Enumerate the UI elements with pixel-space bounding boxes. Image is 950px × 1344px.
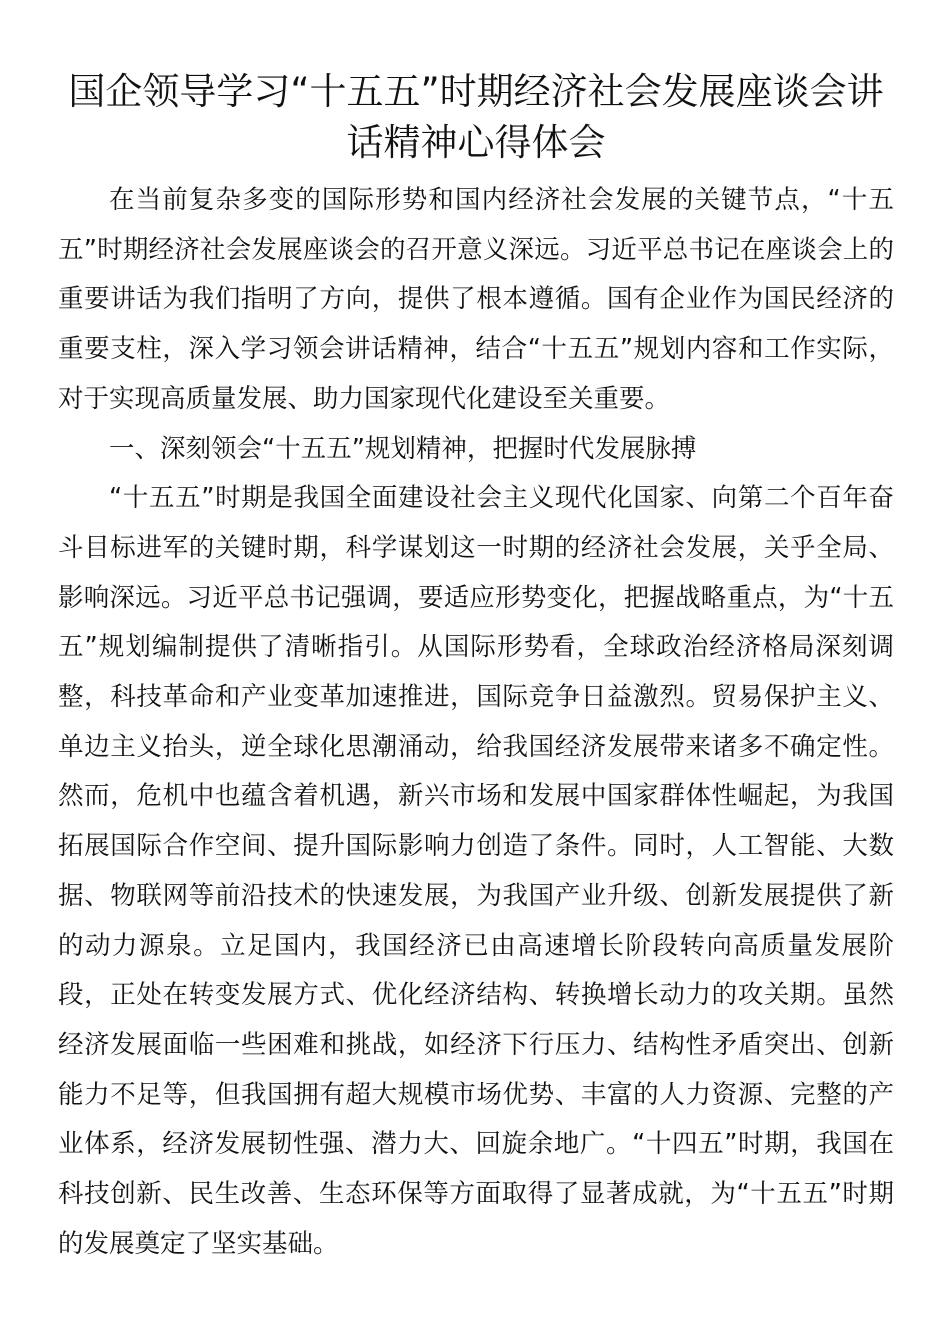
intro-paragraph: 在当前复杂多变的国际形势和国内经济社会发展的关键节点，“十五五”时期经济社会发展座谈会的召开意义深远。习近平总书记在座谈会上的重要讲话为我们指明了方向，提供了根本遵循。国有企业作为国民经济的重要支柱，深入学习领会讲话精神，结合“十五五”规划内容和工作实际，对于实现高质量发展、助力国家现代化建设至关重要。 xyxy=(58,185,894,414)
section-heading-1: 一、深刻领会“十五五”规划精神，把握时代发展脉搏 xyxy=(109,433,697,464)
document-page xyxy=(58,66,894,1269)
document-title: 国企领导学习“十五五”时期经济社会发展座谈会讲话精神心得体会 xyxy=(68,70,884,164)
body-paragraph: “十五五”时期是我国全面建设社会主义现代化国家、向第二个百年奋斗目标进军的关键时期，科学谋划这一时期的经济社会发展，关乎全局、影响深远。习近平总书记强调，要适应形势变化，把握战略重点，为“十五五”规划编制提供了清晰指引。从国际形势看，全球政治经济格局深刻调整，科技革命和产业变革加速推进，国际竞争日益激烈。贸易保护主义、单边主义抬头，逆全球化思潮涌动，给我国经济发展带来诸多不确定性。然而，危机中也蕴含着机遇，新兴市场和发展中国家群体性崛起，为我国拓展国际合作空间、提升国际影响力创造了条件。同时，人工智能、大数据、物联网等前沿技术的快速发展，为我国产业升级、创新发展提供了新的动力源泉。立足国内，我国经济已由高速增长阶段转向高质量发展阶段，正处在转变发展方式、优化经济结构、转换增长动力的攻关期。虽然经济发展面临一些困难和挑战，如经济下行压力、结构性矛盾突出、创新能力不足等，但我国拥有超大规模市场优势、丰富的人力资源、完整的产业体系，经济发展韧性强、潜力大、回旋余地广。“十四五”时期，我国在科技创新、民生改善、生态环保等方面取得了显著成就，为“十五五”时期的发展奠定了坚实基础。 xyxy=(58,483,894,1259)
